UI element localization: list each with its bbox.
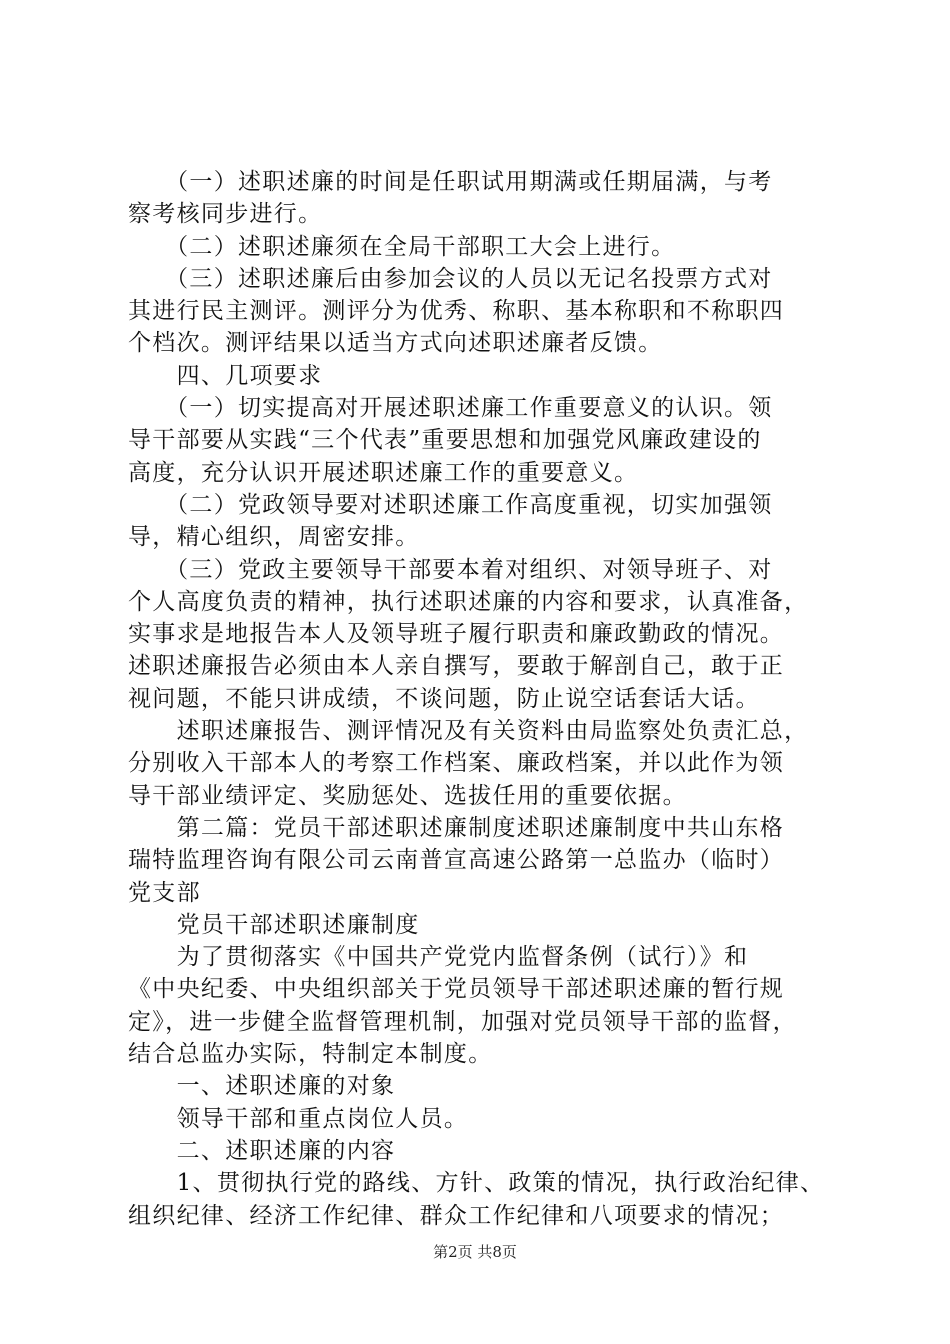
text-line: 分别收入干部本人的考察工作档案、廉政档案，并以此作为领 [128, 750, 785, 777]
text-line: 结合总监办实际，特制定本制度。 [128, 1041, 493, 1068]
text-line: 瑞特监理咨询有限公司云南普宣高速公路第一总监办（临时） [128, 847, 785, 874]
text-line: 述职述廉报告、测评情况及有关资料由局监察处负责汇总， [128, 718, 809, 745]
text-line: 实事求是地报告本人及领导班子履行职责和廉政勤政的情况。 [128, 621, 785, 648]
text-line: （三）党政主要领导干部要本着对组织、对领导班子、对 [128, 556, 773, 583]
text-line: 高度，充分认识开展述职述廉工作的重要意义。 [128, 459, 639, 486]
text-line: 二、述职述廉的内容 [128, 1137, 396, 1164]
text-line: 四、几项要求 [128, 362, 323, 389]
text-line: （一）述职述廉的时间是任职试用期满或任期届满，与考 [128, 169, 773, 195]
text-line: 视问题，不能只讲成绩，不谈问题，防止说空话套话大话。 [128, 685, 760, 712]
text-line: （二）党政领导要对述职述廉工作高度重视，切实加强领 [128, 491, 773, 518]
text-line: 《中央纪委、中央组织部关于党员领导干部述职述廉的暂行规 [128, 976, 785, 1003]
text-line: 领导干部和重点岗位人员。 [128, 1105, 469, 1132]
text-line: （一）切实提高对开展述职述廉工作重要意义的认识。领 [128, 395, 773, 422]
text-line: （三）述职述廉后由参加会议的人员以无记名投票方式对 [128, 265, 773, 292]
text-line: 导，精心组织，周密安排。 [128, 524, 420, 551]
text-line: 个人高度负责的精神，执行述职述廉的内容和要求，认真准备， [128, 588, 809, 615]
text-line: 组织纪律、经济工作纪律、群众工作纪律和八项要求的情况； [128, 1202, 785, 1229]
text-line: 导干部业绩评定、奖励惩处、选拔任用的重要依据。 [128, 782, 687, 809]
text-line: 其进行民主测评。测评分为优秀、称职、基本称职和不称职四 [128, 298, 785, 325]
text-line: 察考核同步进行。 [128, 201, 323, 228]
text-line: 为了贯彻落实《中国共产党党内监督条例（试行）》和 [128, 944, 749, 971]
text-line: 述职述廉报告必须由本人亲自撰写，要敢于解剖自己，敢于正 [128, 653, 785, 680]
text-line: 党员干部述职述廉制度 [128, 911, 420, 938]
document-body [128, 166, 840, 1232]
text-line: 党支部 [128, 879, 201, 906]
text-line: （二）述职述廉须在全局干部职工大会上进行。 [128, 233, 676, 260]
text-line: 定》，进一步健全监督管理机制，加强对党员领导干部的监督， [128, 1008, 797, 1035]
text-line: 第二篇：党员干部述职述廉制度述职述廉制度中共山东格 [128, 814, 785, 841]
text-line: 1、贯彻执行党的路线、方针、政策的情况，执行政治纪律、 [128, 1170, 825, 1197]
text-line: 导干部要从实践“三个代表”重要思想和加强党风廉政建设的 [128, 427, 762, 454]
text-line: 个档次。测评结果以适当方式向述职述廉者反馈。 [128, 330, 663, 357]
page-footer: 第2页 共8页 [433, 1243, 517, 1261]
text-line: 一、述职述廉的对象 [128, 1073, 396, 1100]
